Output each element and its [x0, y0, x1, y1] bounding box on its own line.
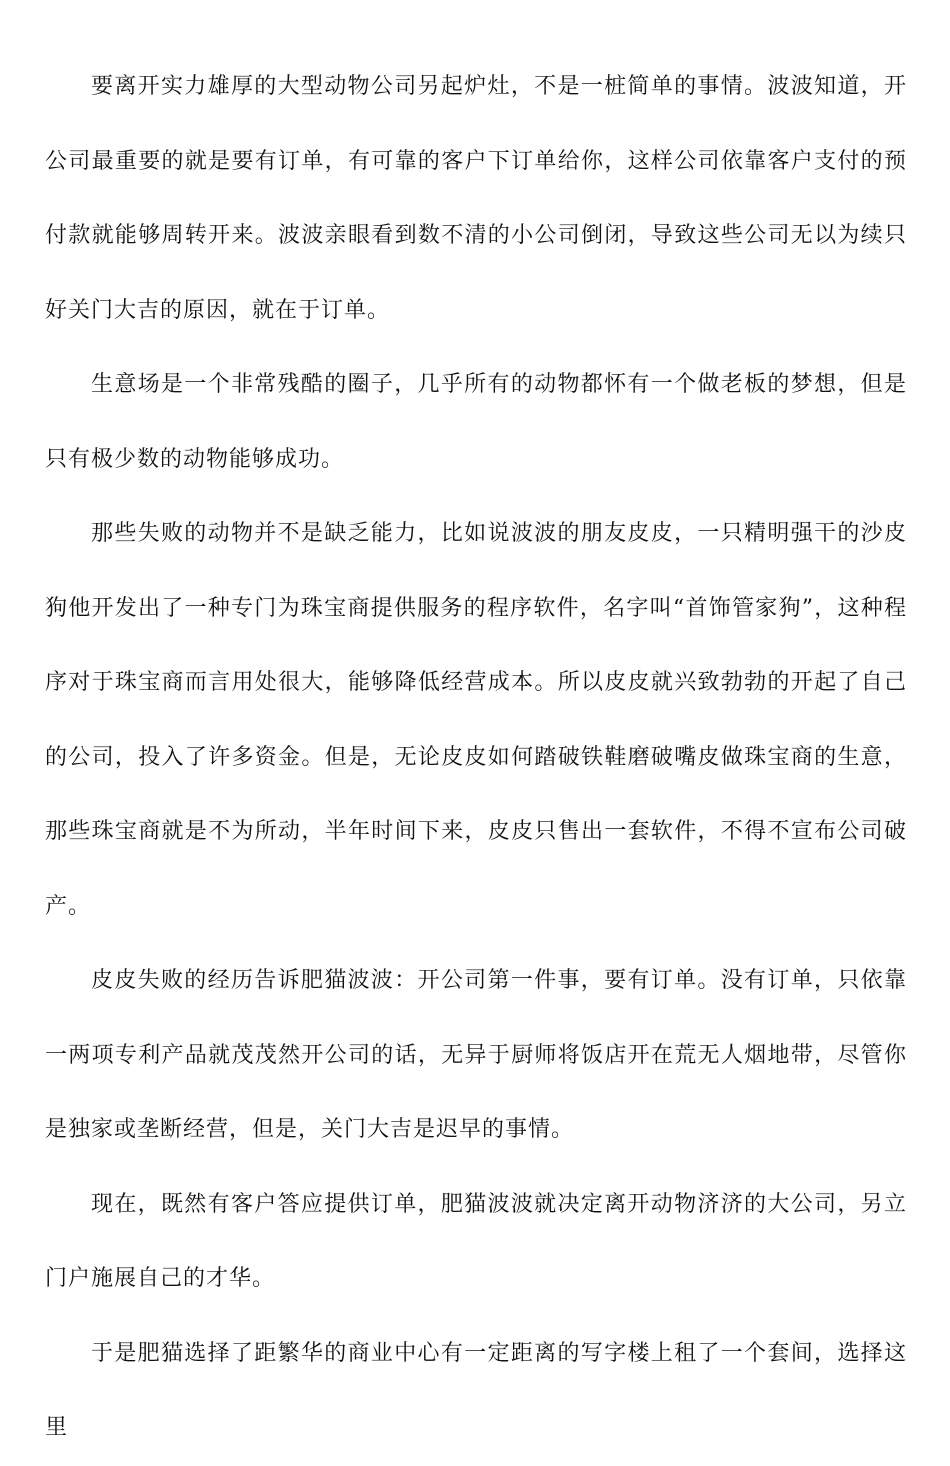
- paragraph-5: 现在，既然有客户答应提供订单，肥猫波波就决定离开动物济济的大公司，另立门户施展自己的才华。: [45, 1191, 907, 1291]
- paragraph-4: 皮皮失败的经历告诉肥猫波波：开公司第一件事，要有订单。没有订单，只依靠一两项专利产品就茂茂然开公司的话，无异于厨师将饭店开在荒无人烟地带，尽管你是独家或垄断经营，但是，关门大吉是迟早的事情。: [45, 968, 907, 1142]
- paragraph-6: 于是肥猫选择了距繁华的商业中心有一定距离的写字楼上租了一个套间，选择这里: [45, 1340, 907, 1440]
- paragraph-3: 那些失败的动物并不是缺乏能力，比如说波波的朋友皮皮，一只精明强干的沙皮狗他开发出了一种专门为珠宝商提供服务的程序软件，名字叫“首饰管家狗”，这种程序对于珠宝商而言用处很大，能够降低经营成本。所以皮皮就兴致勃勃的开起了自己的公司，投入了许多资金。但是，无论皮皮如何踏破铁鞋磨破嘴皮做珠宝商的生意，那些珠宝商就是不为所动，半年时间下来，皮皮只售出一套软件，不得不宣布公司破产。: [45, 521, 907, 919]
- paragraph-2: 生意场是一个非常残酷的圈子，几乎所有的动物都怀有一个做老板的梦想，但是只有极少数的动物能够成功。: [45, 372, 907, 472]
- document-body: [45, 50, 907, 1440]
- paragraph-1: 要离开实力雄厚的大型动物公司另起炉灶，不是一桩简单的事情。波波知道，开公司最重要的就是要有订单，有可靠的客户下订单给你，这样公司依靠客户支付的预付款就能够周转开来。波波亲眼看到数不清的小公司倒闭，导致这些公司无以为续只好关门大吉的原因，就在于订单。: [45, 74, 907, 323]
